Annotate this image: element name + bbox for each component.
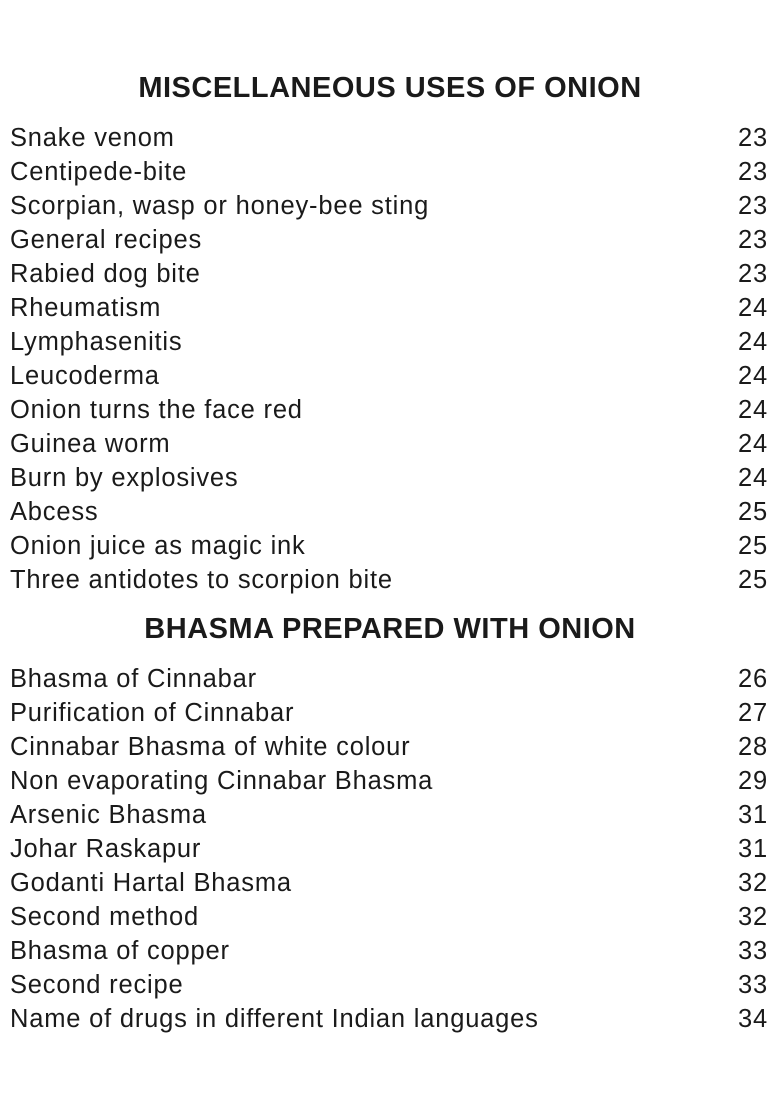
toc-entry-page: 32 [738,902,768,931]
toc-entry-label: Onion turns the face red [10,395,303,424]
toc-entry-label: Second recipe [10,970,184,999]
toc-entry-page: 25 [738,565,768,594]
toc-entry-page: 33 [738,970,768,999]
toc-entry-page: 34 [738,1004,768,1033]
toc-entry-label: Purification of Cinnabar [10,698,295,727]
toc-entry-page: 24 [738,293,768,322]
toc-entry-label: Rheumatism [10,293,162,322]
toc-entry [10,764,768,798]
toc-entry [10,832,768,866]
toc-entry-page: 26 [738,664,768,693]
toc-entry [10,223,768,257]
toc-entry-label: Second method [10,902,200,931]
toc-entry-page: 23 [738,157,768,186]
toc-entry-label: Burn by explosives [10,463,239,492]
toc-entry-page: 28 [738,732,768,761]
toc-entry-page: 27 [738,698,768,727]
toc-entry-page: 24 [738,361,768,390]
toc-entry [10,121,768,155]
toc-entry [10,529,768,563]
toc-entry-page: 24 [738,327,768,356]
toc-entry-label: Bhasma of Cinnabar [10,664,257,693]
toc-entry [10,563,768,597]
toc-entry [10,393,768,427]
toc-entry-page: 24 [738,463,768,492]
toc-entry-label: Arsenic Bhasma [10,800,207,829]
toc-entry-label: Bhasma of copper [10,936,230,965]
toc-entry-label: Centipede-bite [10,157,188,186]
toc-entry-label: General recipes [10,225,203,254]
toc-entry [10,798,768,832]
toc-entry-label: Rabied dog bite [10,259,201,288]
toc-entry-page: 29 [738,766,768,795]
toc-entry [10,359,768,393]
toc-entry-page: 23 [738,259,768,288]
toc-entry-label: Lymphasenitis [10,327,183,356]
toc-entry-label: Scorpian, wasp or honey-bee sting [10,191,430,220]
toc-entry [10,730,768,764]
toc-entry-page: 23 [738,123,768,152]
toc-entry [10,189,768,223]
toc-entry-label: Name of drugs in different Indian languages [10,1004,539,1033]
toc-entry [10,662,768,696]
toc-entry-page: 31 [738,800,768,829]
toc-entry [10,291,768,325]
toc-list-misc [10,121,768,597]
toc-entry-page: 33 [738,936,768,965]
toc-entry [10,696,768,730]
toc-entry-page: 24 [738,395,768,424]
toc-entry [10,866,768,900]
toc-entry-label: Leucoderma [10,361,160,390]
toc-entry [10,257,768,291]
toc-entry-label: Godanti Hartal Bhasma [10,868,292,897]
section-heading: MISCELLANEOUS USES OF ONION [138,72,642,104]
toc-entry [10,934,768,968]
toc-entry [10,1002,768,1036]
toc-entry-label: Three antidotes to scorpion bite [10,565,393,594]
toc-entry-label: Johar Raskapur [10,834,202,863]
toc-entry-label: Cinnabar Bhasma of white colour [10,732,411,761]
section-heading: BHASMA PREPARED WITH ONION [144,613,636,645]
toc-entry-page: 23 [738,191,768,220]
toc-entry-label: Onion juice as magic ink [10,531,306,560]
toc-entry [10,495,768,529]
toc-entry-page: 23 [738,225,768,254]
toc-entry-label: Abcess [10,497,99,526]
toc-entry [10,968,768,1002]
toc-list-bhasma [10,662,768,1036]
toc-entry-page: 25 [738,531,768,560]
toc-entry [10,900,768,934]
toc-entry-label: Snake venom [10,123,175,152]
toc-entry-page: 32 [738,868,768,897]
toc-entry-page: 25 [738,497,768,526]
toc-entry [10,427,768,461]
toc-entry-label: Non evaporating Cinnabar Bhasma [10,766,434,795]
toc-entry [10,461,768,495]
toc-entry-label: Guinea worm [10,429,171,458]
toc-entry-page: 24 [738,429,768,458]
toc-entry [10,155,768,189]
toc-entry [10,325,768,359]
toc-entry-page: 31 [738,834,768,863]
